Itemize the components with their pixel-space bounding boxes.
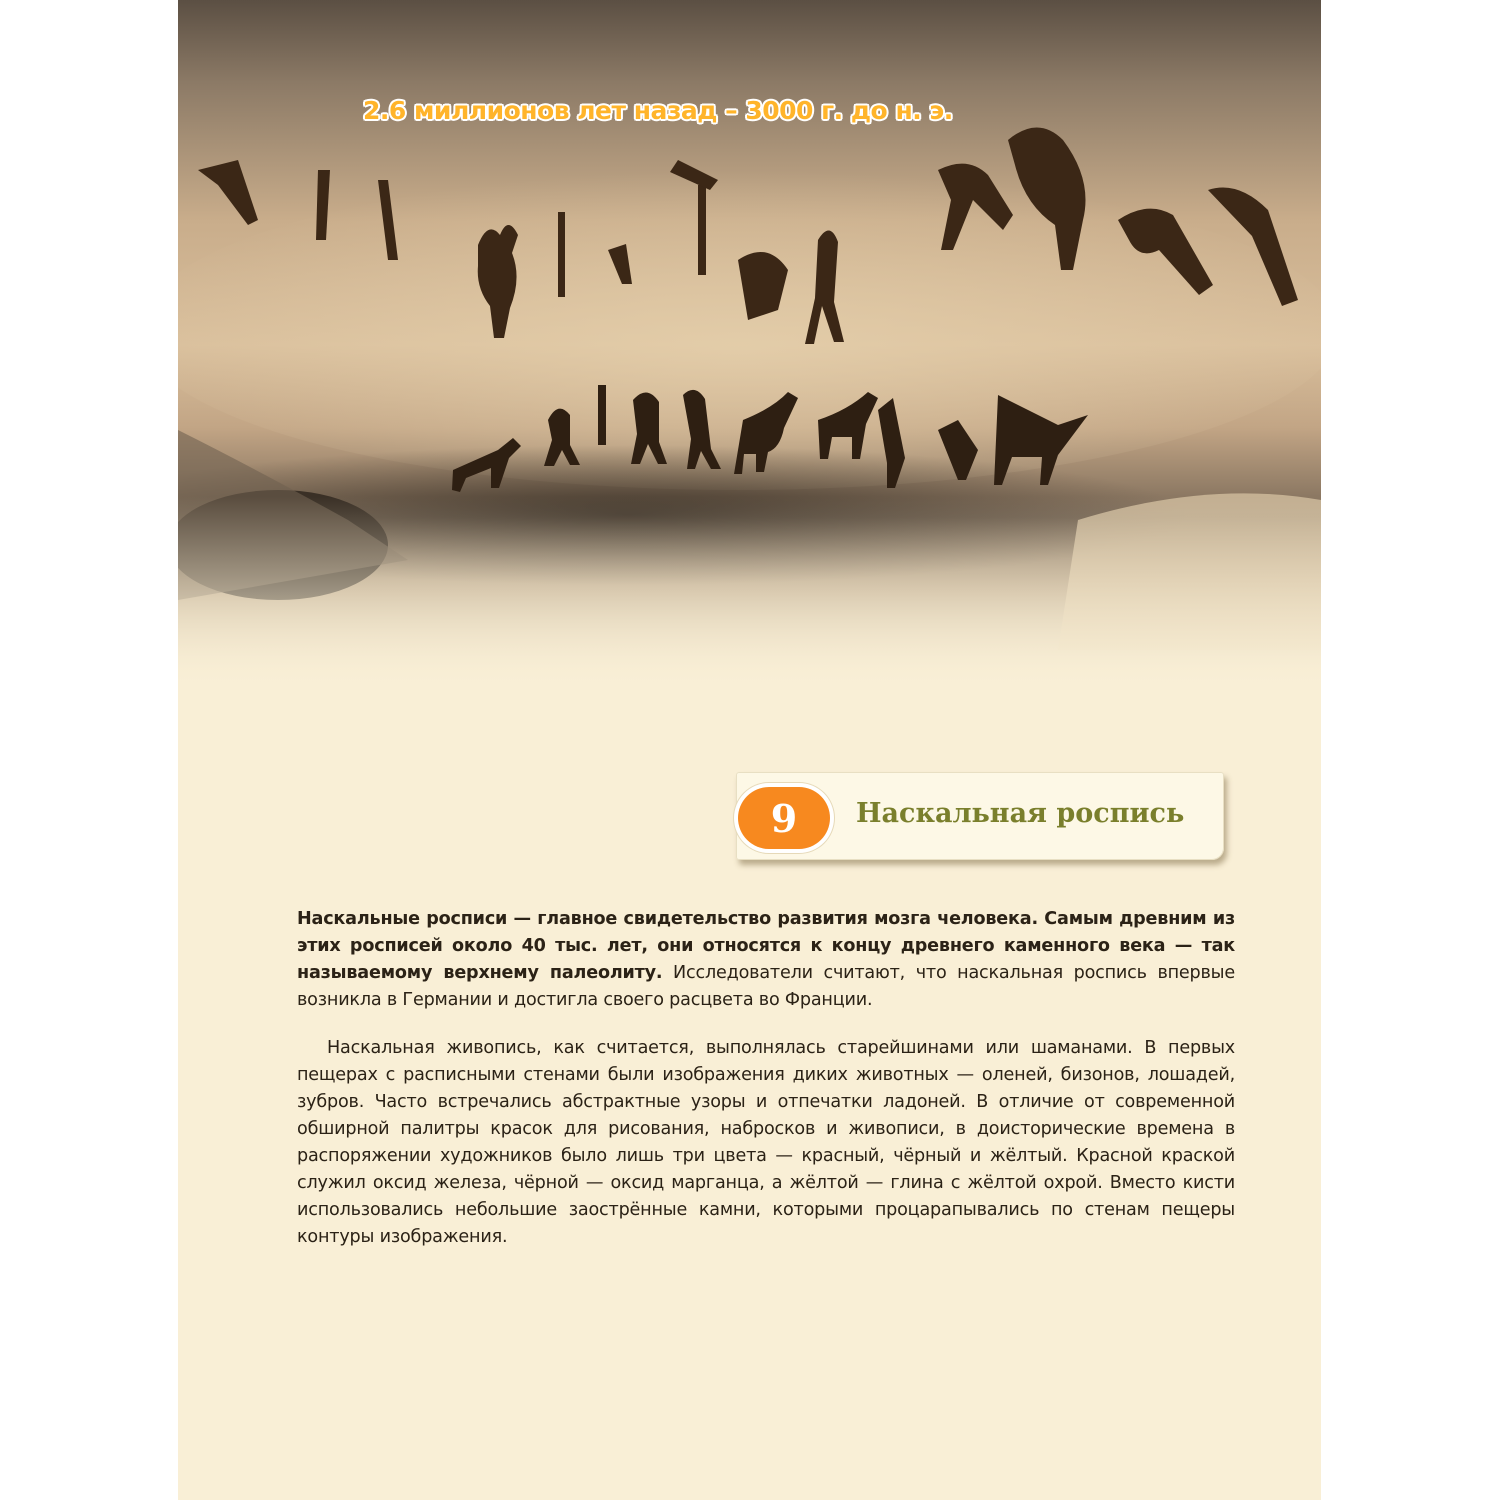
book-page <box>178 0 1321 1500</box>
paragraph-1-rest: Исследователи считают, что наскальная роспись впервые возникла в Германии и достигла своего расцвета во Франции. <box>297 963 1235 1010</box>
paragraph-1 <box>297 906 1235 1014</box>
section-title: Наскальная роспись <box>856 798 1185 829</box>
paragraph-2: Наскальная живопись, как считается, выполнялась старейшинами или шаманами. В первых пещерах с расписными стенами были изображения диких животных — оленей, бизонов, лошадей, зубров. Часто встречались абстрактные узоры и отпечатки ладоней. В отличие от современной обширной палитры красок для рисования, набросков и живописи, в доисторические времена в распоряжении художников было лишь три цвета — красный, чёрный и жёлтый. Красной краской служил оксид железа, чёрной — оксид марганца, а жёлтой — глина с жёлтой охрой. Вместо кисти использовались небольшие заострённые камни, которыми процарапывались по стенам пещеры контуры изображения. <box>297 1038 1235 1247</box>
section-number-badge <box>738 787 830 849</box>
paragraph-1-lead: Наскальные росписи — главное свидетельство развития мозга человека. Самым древним из этих росписей около 40 тыс. лет, они относятся к концу древнего каменного века — так называемому верхнему палеолиту. <box>297 909 1235 983</box>
era-caption: 2.6 миллионов лет назад – 3000 г. до н. э. <box>363 96 953 125</box>
section-number: 9 <box>770 795 798 841</box>
article-body <box>297 906 1235 1251</box>
